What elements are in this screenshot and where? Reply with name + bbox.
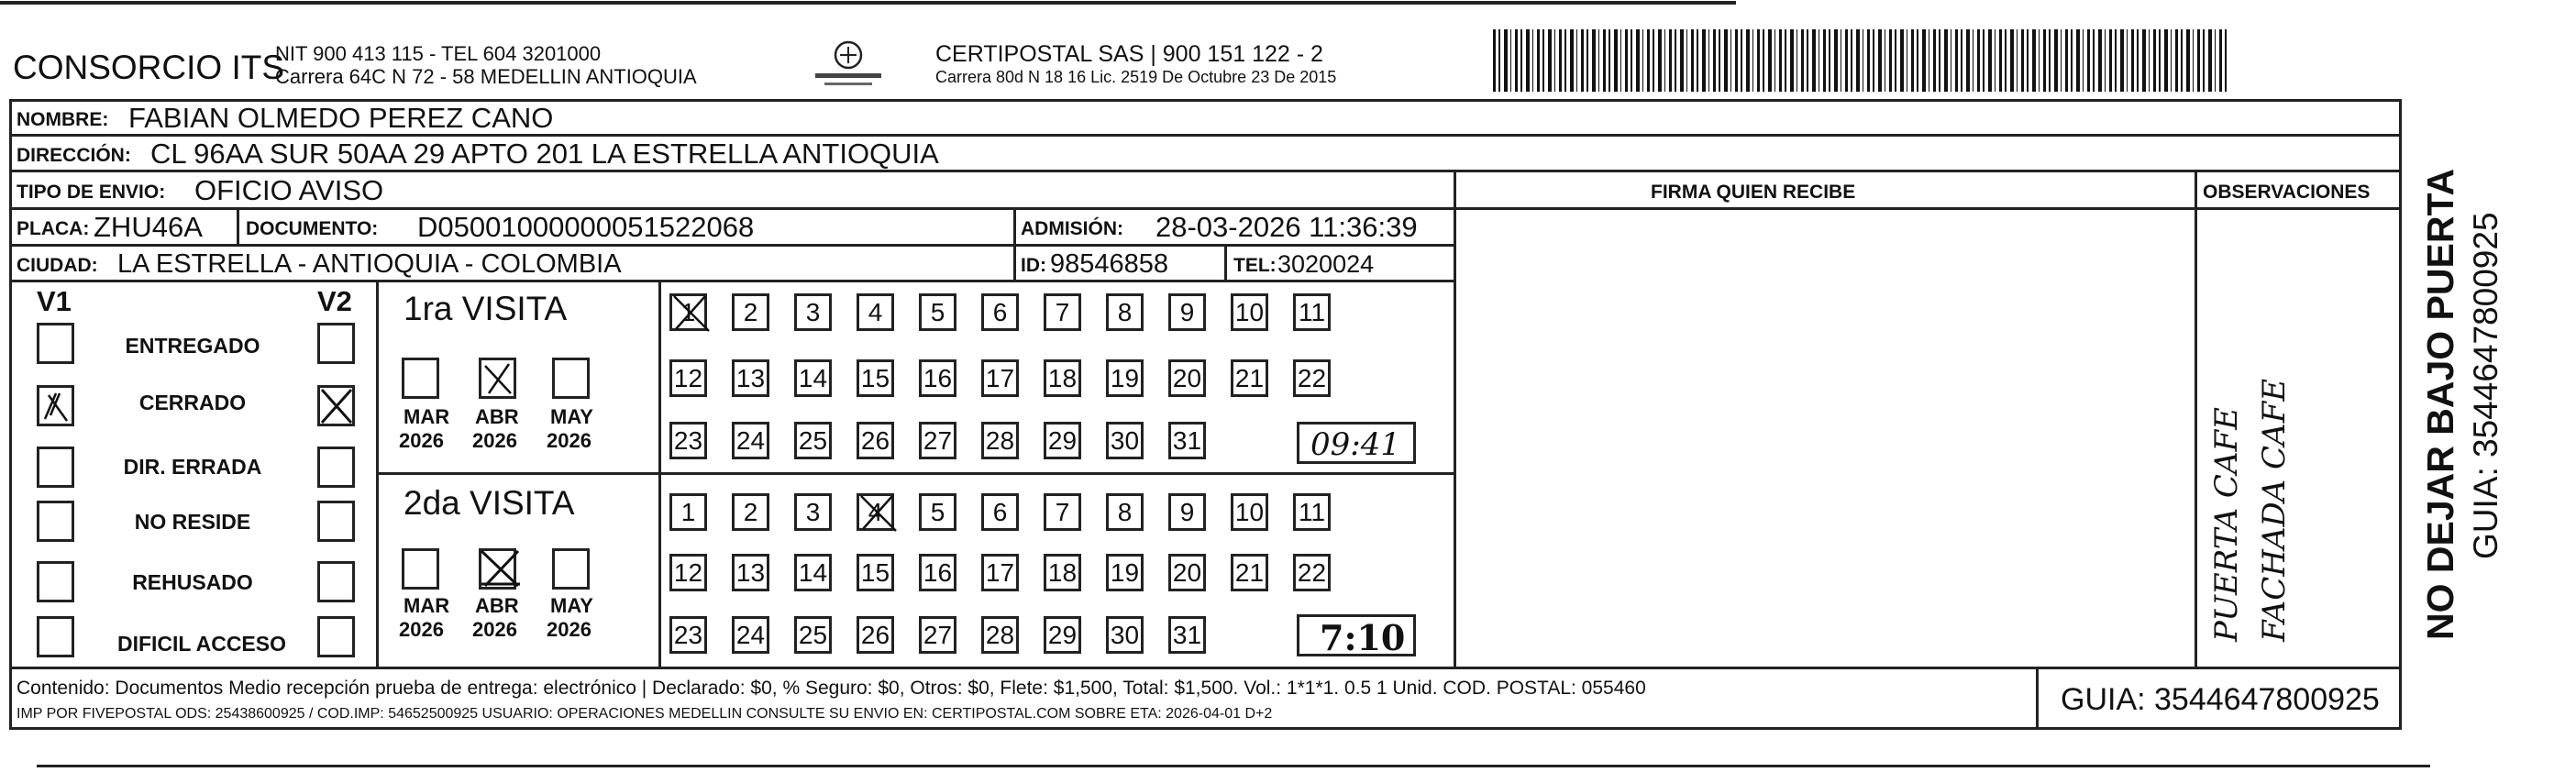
visit1-day-27[interactable]: 27: [919, 422, 956, 459]
id-label: ID:: [1021, 255, 1046, 276]
visit1-day-22[interactable]: 22: [1293, 359, 1331, 397]
admision-value: 28-03-2026 11:36:39: [1155, 211, 1418, 243]
row-line: [9, 207, 2402, 210]
v2-check-cerrado[interactable]: [317, 385, 355, 426]
v2-check-rehusado[interactable]: [317, 561, 355, 602]
v1-check-dificil-acceso[interactable]: [37, 616, 74, 657]
side-guia: GUIA: 3544647800925: [2467, 212, 2504, 559]
visit2-day-24[interactable]: 24: [732, 616, 769, 654]
observaciones-label: OBSERVACIONES: [2203, 182, 2371, 203]
documento-value: D05001000000051522068: [417, 211, 755, 243]
visit1-day-28[interactable]: 28: [981, 422, 1019, 459]
visit2-year-may: 2026: [547, 618, 591, 641]
visit2-year-mar: 2026: [399, 618, 444, 641]
visit1-month-abr: ABR: [475, 405, 519, 428]
courier-line1: CERTIPOSTAL SAS | 900 151 122 - 2: [935, 41, 1323, 67]
tipo-envio-value: OFICIO AVISO: [194, 174, 384, 206]
x-mark-icon: [481, 360, 514, 397]
v2-check-entregado[interactable]: [317, 323, 355, 364]
visit2-day-3[interactable]: 3: [794, 493, 832, 531]
direccion-value: CL 96AA SUR 50AA 29 APTO 201 LA ESTRELLA ANTIOQUIA: [150, 138, 939, 170]
courier-line2: Carrera 80d N 18 16 Lic. 2519 De Octubre 23 De 2015: [935, 68, 1337, 86]
v1-check-rehusado[interactable]: [37, 561, 74, 602]
status-entregado: ENTREGADO: [125, 334, 260, 358]
col-line: [237, 207, 239, 244]
visit1-day-6[interactable]: 6: [981, 293, 1019, 331]
status-dificil-acceso: DIFICIL ACCESO: [116, 632, 286, 656]
col-line: [1224, 244, 1227, 281]
visit2-day-26[interactable]: 26: [857, 616, 894, 654]
x-mark-icon: [320, 388, 353, 425]
status-dir-errada: DIR. ERRADA: [123, 455, 262, 479]
visit1-title: 1ra VISITA: [404, 290, 568, 327]
x-mark-icon: [480, 547, 524, 588]
visit1-day-2[interactable]: 2: [732, 293, 769, 331]
visit1-day-18[interactable]: 18: [1044, 359, 1081, 397]
visit1-day-15[interactable]: 15: [857, 359, 894, 397]
visit2-day-31[interactable]: 31: [1168, 616, 1206, 654]
visit2-day-14[interactable]: 14: [794, 554, 832, 591]
visit2-day-1[interactable]: 1: [669, 493, 707, 531]
visit2-day-25[interactable]: 25: [794, 616, 832, 654]
row-line: [9, 244, 1454, 247]
observaciones-note-1: PUERTA CAFE: [2208, 407, 2245, 642]
visit1-year-may: 2026: [547, 429, 591, 452]
visit1-day-19[interactable]: 19: [1106, 359, 1144, 397]
visit1-time: 09:41: [1310, 426, 1400, 463]
visit1-day-16[interactable]: 16: [919, 359, 956, 397]
visit2-month-mar: MAR: [404, 594, 450, 617]
visit1-day-23[interactable]: 23: [669, 422, 707, 459]
visit1-day-21[interactable]: 21: [1231, 359, 1268, 397]
visit1-day-9[interactable]: 9: [1168, 293, 1206, 331]
col-line: [376, 280, 379, 668]
top-rule: [0, 1, 1736, 5]
visit2-day-17[interactable]: 17: [981, 554, 1019, 591]
visit1-day-29[interactable]: 29: [1044, 422, 1081, 459]
visit1-month-may: MAY: [550, 405, 593, 428]
col-line: [2036, 667, 2039, 730]
admision-label: ADMISIÓN:: [1021, 218, 1123, 239]
company-line1: NIT 900 413 115 - TEL 604 3201000: [275, 42, 602, 65]
row-line: [9, 667, 2402, 669]
v1-check-no-reside[interactable]: [37, 501, 74, 542]
visit2-day-13[interactable]: 13: [732, 554, 769, 591]
v1-check-dir-errada[interactable]: [37, 447, 74, 488]
visit1-month-may-check[interactable]: [552, 358, 590, 399]
visit1-day-26[interactable]: 26: [857, 422, 894, 459]
visit2-month-abr-check[interactable]: [479, 548, 516, 590]
visit1-day-14[interactable]: 14: [794, 359, 832, 397]
barcode: [1493, 29, 2227, 92]
visit1-day-31[interactable]: 31: [1168, 422, 1206, 459]
visit1-month-abr-check[interactable]: [479, 358, 516, 399]
row-line: [376, 472, 1454, 475]
tel-label: TEL:: [1233, 255, 1277, 276]
v2-label: V2: [317, 285, 352, 317]
visit2-day-23[interactable]: 23: [669, 616, 707, 654]
visit2-day-22[interactable]: 22: [1293, 554, 1331, 591]
visit1-day-24[interactable]: 24: [732, 422, 769, 459]
visit2-day-2[interactable]: 2: [732, 493, 769, 531]
placa-value: ZHU46A: [94, 211, 203, 243]
tipo-envio-label: TIPO DE ENVIO:: [17, 182, 166, 203]
visit2-time-box[interactable]: [1297, 614, 1416, 656]
visit1-month-mar-check[interactable]: [402, 358, 439, 399]
visit1-month-mar: MAR: [404, 405, 450, 428]
visit2-day-6[interactable]: 6: [981, 493, 1019, 531]
visit2-day-30[interactable]: 30: [1106, 616, 1144, 654]
v1-check-entregado[interactable]: [37, 323, 74, 364]
ciudad-label: CIUDAD:: [17, 255, 98, 276]
visit2-day-7[interactable]: 7: [1044, 493, 1081, 531]
visit2-day-20[interactable]: 20: [1168, 554, 1206, 591]
visit1-day-8[interactable]: 8: [1106, 293, 1144, 331]
v1-check-cerrado[interactable]: [37, 385, 74, 426]
visit2-time: 7:10: [1320, 617, 1406, 658]
certipostal-logo: [812, 37, 885, 90]
visit2-day-8[interactable]: 8: [1106, 493, 1144, 531]
visit2-year-abr: 2026: [472, 618, 517, 641]
bottom-rule: [37, 765, 2430, 767]
col-line: [658, 280, 661, 668]
visit2-month-may-check[interactable]: [552, 548, 590, 590]
visit1-day-3[interactable]: 3: [794, 293, 832, 331]
visit2-day-16[interactable]: 16: [919, 554, 956, 591]
visit1-day-13[interactable]: 13: [732, 359, 769, 397]
visit2-day-5[interactable]: 5: [919, 493, 956, 531]
visit2-day-12[interactable]: 12: [669, 554, 707, 591]
company-line2: Carrera 64C N 72 - 58 MEDELLIN ANTIOQUIA: [275, 65, 697, 88]
visit1-day-7[interactable]: 7: [1044, 293, 1081, 331]
row-line: [9, 280, 1454, 282]
visit2-day-28[interactable]: 28: [981, 616, 1019, 654]
visit2-title: 2da VISITA: [404, 484, 575, 522]
v1-label: V1: [37, 285, 72, 317]
visit1-day-1[interactable]: 1: [669, 293, 707, 331]
direccion-label: DIRECCIÓN:: [17, 145, 131, 166]
side-warning: NO DEJAR BAJO PUERTA: [2419, 168, 2461, 640]
handwritten-check-icon: [39, 388, 72, 425]
x-mark-icon: [856, 492, 898, 535]
visit2-day-21[interactable]: 21: [1231, 554, 1268, 591]
visit1-day-4[interactable]: 4: [857, 293, 894, 331]
visit2-month-mar-check[interactable]: [402, 548, 439, 590]
v2-check-dir-errada[interactable]: [317, 447, 355, 488]
visit2-day-9[interactable]: 9: [1168, 493, 1206, 531]
id-value: 98546858: [1050, 249, 1169, 279]
visit2-day-27[interactable]: 27: [919, 616, 956, 654]
visit2-day-4[interactable]: 4: [857, 493, 894, 531]
x-mark-icon: [669, 292, 711, 335]
visit1-day-20[interactable]: 20: [1168, 359, 1206, 397]
observaciones-note-2: FACHADA CAFE: [2256, 378, 2293, 642]
status-cerrado: CERRADO: [138, 391, 247, 414]
visit1-day-12[interactable]: 12: [669, 359, 707, 397]
visit1-year-mar: 2026: [399, 429, 444, 452]
visit2-day-11[interactable]: 11: [1293, 493, 1331, 531]
nombre-value: FABIAN OLMEDO PEREZ CANO: [128, 102, 554, 134]
visit2-day-15[interactable]: 15: [857, 554, 894, 591]
footer-imp: IMP POR FIVEPOSTAL ODS: 25438600925 / COD.IMP: 54652500925 USUARIO: OPERACIONES MEDELLIN CONSULTE SU ENVIO EN: CERTIPOSTAL.COM SOBRE ETA: 2026-04-01 D+2: [17, 706, 1273, 722]
col-line: [1454, 170, 1456, 668]
tel-value: 3020024: [1277, 250, 1375, 278]
status-rehusado: REHUSADO: [132, 570, 253, 594]
visit2-day-10[interactable]: 10: [1231, 493, 1268, 531]
nombre-label: NOMBRE:: [17, 109, 109, 130]
visit1-year-abr: 2026: [472, 429, 517, 452]
col-line: [1013, 207, 1016, 281]
visit1-day-10[interactable]: 10: [1231, 293, 1268, 331]
visit1-time-box[interactable]: [1297, 422, 1416, 464]
v2-check-dificil-acceso[interactable]: [317, 616, 355, 657]
documento-label: DOCUMENTO:: [246, 218, 379, 239]
footer-content: Contenido: Documentos Medio recepción prueba de entrega: electrónico | Declarado: $0, % Seguro: $0, Otros: $0, Flete: $1,500, Total: $1,500. Vol.: 1*1*1. 0.5 1 Unid. COD. POSTAL: 055460: [17, 678, 1646, 699]
placa-label: PLACA:: [17, 218, 90, 239]
visit2-day-18[interactable]: 18: [1044, 554, 1081, 591]
company-name: CONSORCIO ITS: [13, 49, 285, 86]
row-line: [9, 170, 2402, 172]
visit1-day-30[interactable]: 30: [1106, 422, 1144, 459]
firma-label: FIRMA QUIEN RECIBE: [1651, 182, 1856, 203]
ciudad-value: LA ESTRELLA - ANTIOQUIA - COLOMBIA: [117, 249, 622, 279]
seal-icon: [812, 37, 885, 90]
visit1-day-25[interactable]: 25: [794, 422, 832, 459]
visit2-day-29[interactable]: 29: [1044, 616, 1081, 654]
visit2-day-19[interactable]: 19: [1106, 554, 1144, 591]
visit1-day-5[interactable]: 5: [919, 293, 956, 331]
visit2-month-abr: ABR: [475, 594, 519, 617]
visit1-day-11[interactable]: 11: [1293, 293, 1331, 331]
row-line: [9, 134, 2402, 137]
status-no-reside: NO RESIDE: [134, 510, 251, 534]
col-line: [2195, 170, 2197, 668]
footer-guia: GUIA: 3544647800925: [2061, 682, 2380, 717]
visit1-day-17[interactable]: 17: [981, 359, 1019, 397]
v2-check-no-reside[interactable]: [317, 501, 355, 542]
visit2-month-may: MAY: [550, 594, 593, 617]
